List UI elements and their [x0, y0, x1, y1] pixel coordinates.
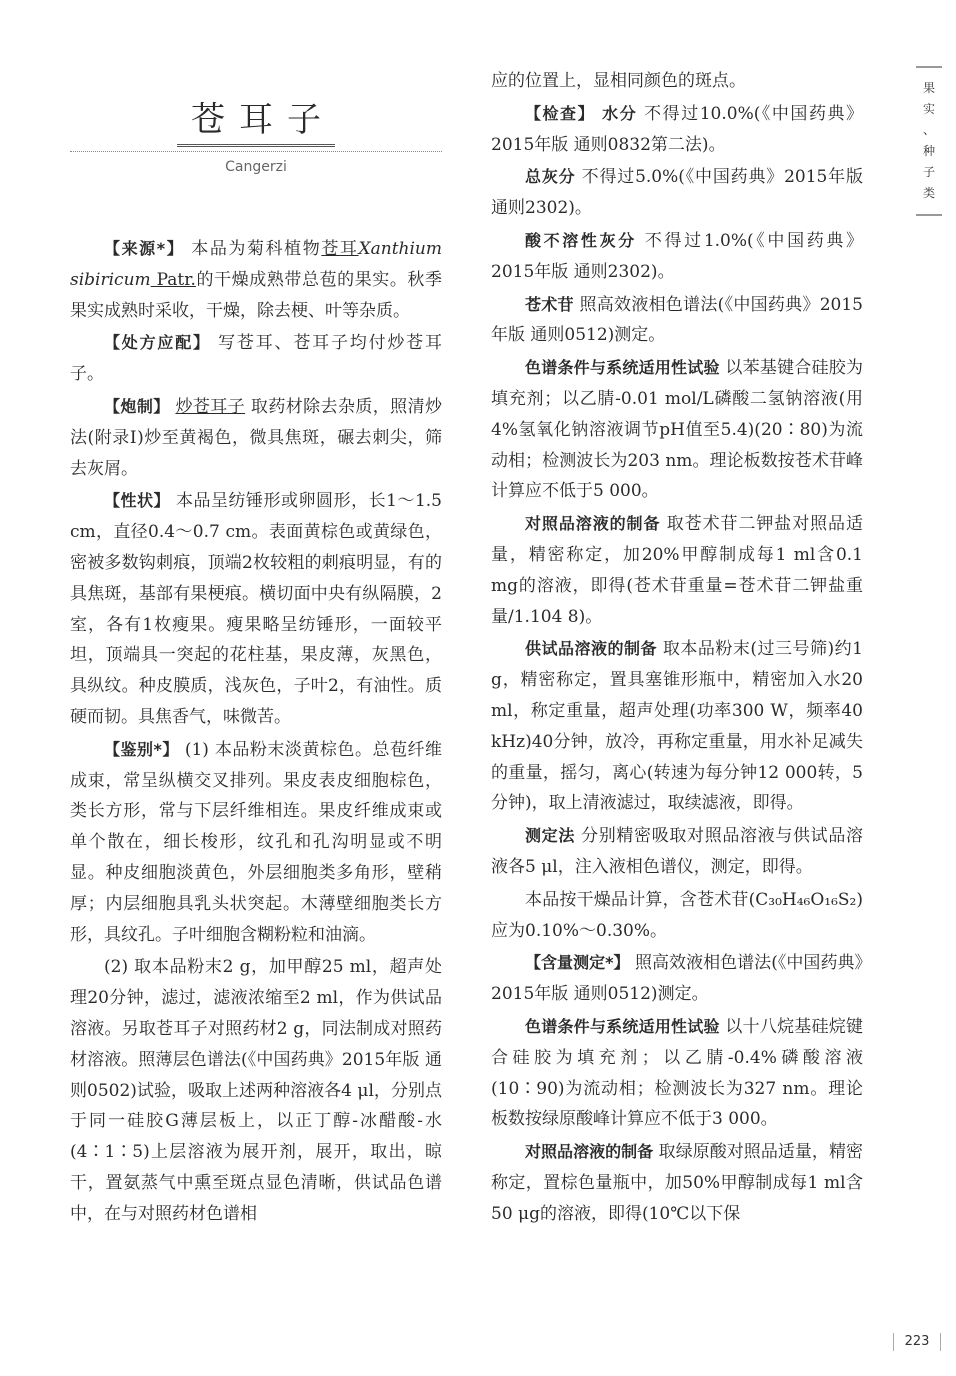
acid-ash-paragraph [491, 226, 863, 288]
character-heading: 【性状】 [104, 491, 171, 511]
chromatography-1-text: 以苯基键合硅胶为填充剂；以乙腈-0.01 mol/L磷酸二氢钠溶液(用4%氢氧化钠溶液调节pH值至5.4)(20∶80)为流动相；检测波长为203 nm。理论板数按苍术苷峰计算应不低于5 000。 [491, 358, 863, 502]
reference-solution-2-paragraph [491, 1137, 863, 1229]
left-column [70, 98, 442, 1232]
assay-paragraph [491, 948, 863, 1010]
identification-heading: 【鉴别*】 [104, 739, 179, 759]
prescription-paragraph [70, 328, 442, 390]
character-paragraph [70, 486, 442, 732]
continuation-paragraph [491, 66, 863, 97]
page-title: 苍耳子 [177, 98, 335, 147]
prescription-text: 写苍耳、苍耳子均付炒苍耳子。 [70, 333, 442, 385]
atractyloside-heading: 苍术苷 [525, 294, 574, 314]
latin-name: Xanthium sibiricum [70, 239, 442, 290]
title-block [70, 98, 442, 176]
identification-1-text: (1) 本品粉末淡黄棕色。总苞纤维成束，常呈纵横交叉排列。果皮表皮细胞棕色，类长方形，常与下层纤维相连。果皮纤维成束或单个散在，细长梭形，纹孔和孔沟明显或不明显。种皮细胞淡黄色，外层细胞类多角形，壁稍厚；内层细胞具乳头状突起。木薄壁细胞类长方形，具纹孔。子叶细胞含糊粉粒和油滴。 [70, 739, 442, 945]
assay-heading: 【含量测定*】 [525, 953, 630, 973]
side-tab-label [916, 78, 942, 204]
side-tab-char: 果 [922, 81, 935, 95]
total-ash-text: 不得过5.0%(《中国药典》2015年版 通则2302)。 [491, 167, 863, 219]
total-ash-paragraph [491, 162, 863, 224]
processing-text: 取药材除去杂质，照清炒法(附录Ⅰ)炒至黄褐色，微具焦斑，碾去刺尖，筛去灰屑。 [70, 396, 442, 479]
chromatography-1-paragraph [491, 353, 863, 507]
acid-ash-heading: 酸不溶性灰分 [525, 230, 637, 250]
chromatography-2-text: 以十八烷基硅烷键合硅胶为填充剂；以乙腈-0.4%磷酸溶液(10∶90)为流动相；检测波长为327 nm。理论板数按绿原酸峰计算应不低于3 000。 [491, 1016, 863, 1130]
content-statement-paragraph [491, 885, 863, 947]
latin-author: Patr. [150, 269, 196, 290]
content-statement-text: 本品按干燥品计算，含苍术苷(C₃₀H₄₆O₁₆S₂)应为0.10%～0.30%。 [491, 889, 863, 941]
source-text-a: 本品为菊科植物 [184, 239, 322, 259]
moisture-text: 不得过10.0%(《中国药典》2015年版 通则0832第二法)。 [491, 103, 863, 155]
reference-solution-1-paragraph [491, 509, 863, 632]
processing-paragraph [70, 392, 442, 484]
method-text: 分别精密吸取对照品溶液与供试品溶液各5 μl，注入液相色谱仪，测定，即得。 [491, 826, 863, 877]
identification-2-paragraph [70, 952, 442, 1229]
processing-method: 炒苍耳子 [175, 396, 246, 417]
side-tab-char: 子 [922, 165, 935, 179]
test-solution-heading: 供试品溶液的制备 [525, 639, 658, 659]
moisture-heading: 水分 [595, 103, 638, 123]
identification-1-paragraph [70, 735, 442, 951]
inspection-heading: 【检查】 [525, 103, 596, 123]
reference-solution-2-text: 取绿原酸对照品适量，精密称定，置棕色量瓶中，加50%甲醇制成每1 ml含50 μg的溶液，即得(10℃以下保 [491, 1142, 863, 1224]
side-tab-char: 种 [922, 144, 935, 158]
plant-name-cn: 苍耳 [321, 239, 359, 259]
character-text: 本品呈纺锤形或卵圆形，长1～1.5 cm，直径0.4～0.7 cm。表面黄棕色或黄绿色，密被多数钩刺痕，顶端2枚较粗的刺痕明显，有的具焦斑，基部有果梗痕。横切面中央有纵隔膜，2室，各有1枚瘦果。瘦果略呈纺锤形，一面较平坦，顶端具一突起的花柱基，果皮薄，灰黑色，具纵纹。种皮膜质，浅灰色，子叶2，有油性。质硬而韧。具焦香气，味微苦。 [70, 491, 442, 727]
test-solution-paragraph [491, 634, 863, 819]
reference-solution-1-text: 取苍术苷二钾盐对照品适量，精密称定，加20%甲醇制成每1 ml含0.1 mg的溶液，即得(苍术苷重量=苍术苷二钾盐重量/1.104 8)。 [491, 514, 863, 627]
chromatography-1-heading: 色谱条件与系统适用性试验 [525, 358, 720, 378]
source-text-b: 的干燥成熟带总苞的果实。秋季果实成熟时采收，干燥，除去梗、叶等杂质。 [70, 269, 443, 321]
right-column [491, 66, 863, 1231]
side-tab-char: 实 [922, 102, 935, 116]
test-solution-text: 取本品粉末(过三号筛)约1 g，精密称定，置具塞锥形瓶中，精密加入水20 ml，称定重量，超声处理(功率300 W，频率40 kHz)40分钟，放冷，再称定重量，用水补足减失的重量，摇匀，离心(转速为每分钟12 000转，5分钟)，取上清液滤过，取续滤液，即得。 [491, 639, 863, 814]
prescription-heading: 【处方应配】 [104, 333, 211, 353]
source-heading: 【来源*】 [104, 239, 185, 258]
continuation-text: 应的位置上，显相同颜色的斑点。 [491, 71, 746, 91]
method-heading: 测定法 [525, 826, 575, 846]
processing-heading: 【炮制】 [104, 396, 170, 416]
chromatography-2-heading: 色谱条件与系统适用性试验 [525, 1016, 720, 1036]
atractyloside-text: 照高效液相色谱法(《中国药典》2015年版 通则0512)测定。 [491, 294, 863, 346]
assay-text: 照高效液相色谱法(《中国药典》2015年版 通则0512)测定。 [491, 953, 863, 1005]
side-tab-char: 类 [922, 186, 935, 200]
side-tab-char: 、 [922, 123, 935, 137]
inspection-paragraph [491, 99, 863, 161]
identification-2-text: (2) 取本品粉末2 g，加甲醇25 ml，超声处理20分钟，滤过，滤液浓缩至2 ml，作为供试品溶液。另取苍耳子对照药材2 g，同法制成对照药材溶液。照薄层色谱法(《中国药典》2015年版 通则0502)试验，吸取上述两种溶液各4 μl，分别点于同一硅胶G薄层板上，以正丁醇-冰醋酸-水(4∶1∶5)上层溶液为展开剂，展开，取出，晾干，置氨蒸气中熏至斑点显色清晰，供试品色谱中，在与对照药材色谱相 [70, 957, 442, 1224]
atractyloside-paragraph [491, 290, 863, 352]
reference-solution-2-heading: 对照品溶液的制备 [525, 1142, 654, 1162]
reference-solution-1-heading: 对照品溶液的制备 [525, 514, 661, 534]
chromatography-2-paragraph [491, 1012, 863, 1135]
acid-ash-text: 不得过1.0%(《中国药典》2015年版 通则2302)。 [491, 230, 863, 282]
source-paragraph [70, 234, 442, 326]
pinyin-subtitle: Cangerzi [225, 159, 287, 175]
method-paragraph [491, 821, 863, 883]
section-side-tab [916, 66, 942, 216]
page-number: 223 [893, 1333, 941, 1351]
title-divider [70, 151, 442, 152]
total-ash-heading: 总灰分 [525, 167, 576, 187]
